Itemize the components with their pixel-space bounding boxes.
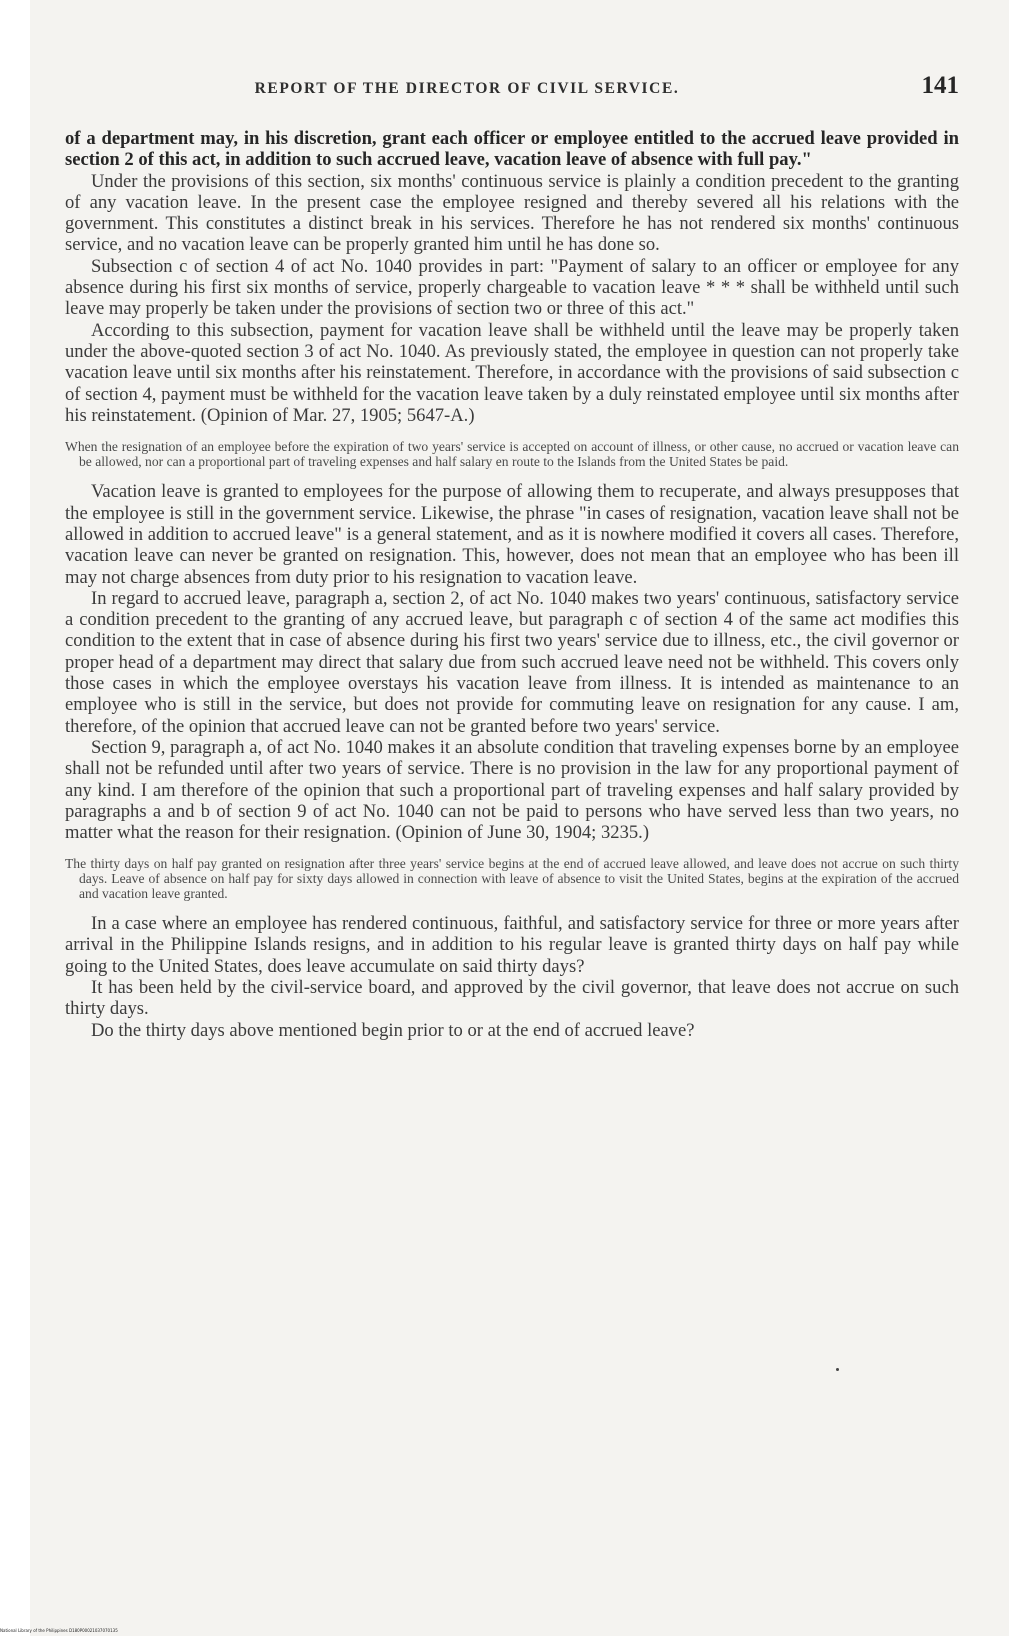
- paragraph: of a department may, in his discretion, grant each officer or employee entitled to the accrued leave provided in section 2 of this act, in addition to such accrued leave, vacation leave of absence with full pay.": [65, 128, 959, 171]
- scanned-page: [30, 0, 1009, 1636]
- paragraph: Do the thirty days above mentioned begin prior to or at the end of accrued leave?: [91, 1019, 695, 1041]
- page-number: 141: [921, 72, 959, 99]
- running-title: REPORT OF THE DIRECTOR OF CIVIL SERVICE.: [254, 80, 680, 97]
- paragraph: Section 9, paragraph a, of act No. 1040 makes it an absolute condition that traveling expenses borne by an employee shall not be refunded until after two years of service. There is no provision in the law for any proportional payment of any kind. I am therefore of the opinion that such a proportional part of traveling expenses and half salary provided by paragraphs a and b of section 9 of act No. 1040 can not be paid to persons who have served less than two years, no matter what the reason for their resignation. (Opinion of June 30, 1904; 3235.): [65, 736, 959, 844]
- paragraph: Under the provisions of this section, six months' continuous service is plainly a condition precedent to the granting of any vacation leave. In the present case the employee resigned and thereby severed all his relations with the government. This constitutes a distinct break in his services. Therefore he has not rendered six months' continuous service, and no vacation leave can be properly granted him until he has done so.: [65, 170, 959, 256]
- syllabus-note: When the resignation of an employee before the expiration of two years' service is accepted on account of illness, or other cause, no accrued or vacation leave can be allowed, nor can a proportional part of traveling expenses and half salary en route to the Islands from the United States be paid.: [65, 439, 959, 469]
- paragraph: Vacation leave is granted to employees for the purpose of allowing them to recuperate, and always presupposes that the employee is still in the government service. Likewise, the phrase "in cases of resignation, vacation leave shall not be allowed in addition to accrued leave" is a general statement, and as it is nowhere modified it covers all cases. Therefore, vacation leave can never be granted on resignation. This, however, does not mean that an employee who has been ill may not charge absences from duty prior to his resignation to vacation leave.: [65, 481, 959, 588]
- paragraph: In a case where an employee has rendered continuous, faithful, and satisfactory service for three or more years after arrival in the Philippine Islands resigns, and in addition to his regular leave is granted thirty days on half pay while going to the United States, does leave accumulate on said thirty days?: [65, 913, 959, 977]
- running-head: [65, 72, 959, 108]
- page-content: [65, 72, 959, 1041]
- syllabus-note: The thirty days on half pay granted on resignation after three years' service begins at the end of accrued leave allowed, and leave does not accrue on such thirty days. Leave of absence on half pay for sixty days allowed in connection with leave of absence to visit the United States, begins at the expiration of the accrued and vacation leave granted.: [65, 856, 959, 901]
- paragraph: It has been held by the civil-service board, and approved by the civil governor, that leave does not accrue on such thirty days.: [65, 977, 959, 1020]
- paragraph: Subsection c of section 4 of act No. 1040 provides in part: "Payment of salary to an officer or employee for any absence during his first six months of service, properly chargeable to vacation leave * * * shall be withheld until such leave may properly be taken under the provisions of section two or three of this act.": [65, 255, 959, 320]
- paragraph: According to this subsection, payment for vacation leave shall be withheld until the leave may be properly taken under the above-quoted section 3 of act No. 1040. As previously stated, the employee in question can not properly take vacation leave until six months after his reinstatement. Therefore, in accordance with the provisions of said subsection c of section 4, payment must be withheld for the vacation leave taken by a duly reinstated employee until six months after his reinstatement. (Opinion of Mar. 27, 1905; 5647-A.): [65, 319, 959, 426]
- scan-footer: National Library of the Philippines D180P00021037070135: [0, 1628, 118, 1633]
- paragraph: In regard to accrued leave, paragraph a, section 2, of act No. 1040 makes two years' continuous, satisfactory service a condition precedent to the granting of any accrued leave, but paragraph c of section 4 of the same act modifies this condition to the extent that in case of absence during his first two years' service due to illness, etc., the civil governor or proper head of a department may direct that salary due from such accrued leave need not be withheld. This covers only those cases in which the employee overstays his vacation leave from illness. It is intended as maintenance to an employee who is still in the service, but does not provide for commuting leave on resignation for any cause. I am, therefore, of the opinion that accrued leave can not be granted before two years' service.: [65, 587, 959, 737]
- ink-speck: [836, 1368, 839, 1371]
- body-text: [65, 128, 959, 1041]
